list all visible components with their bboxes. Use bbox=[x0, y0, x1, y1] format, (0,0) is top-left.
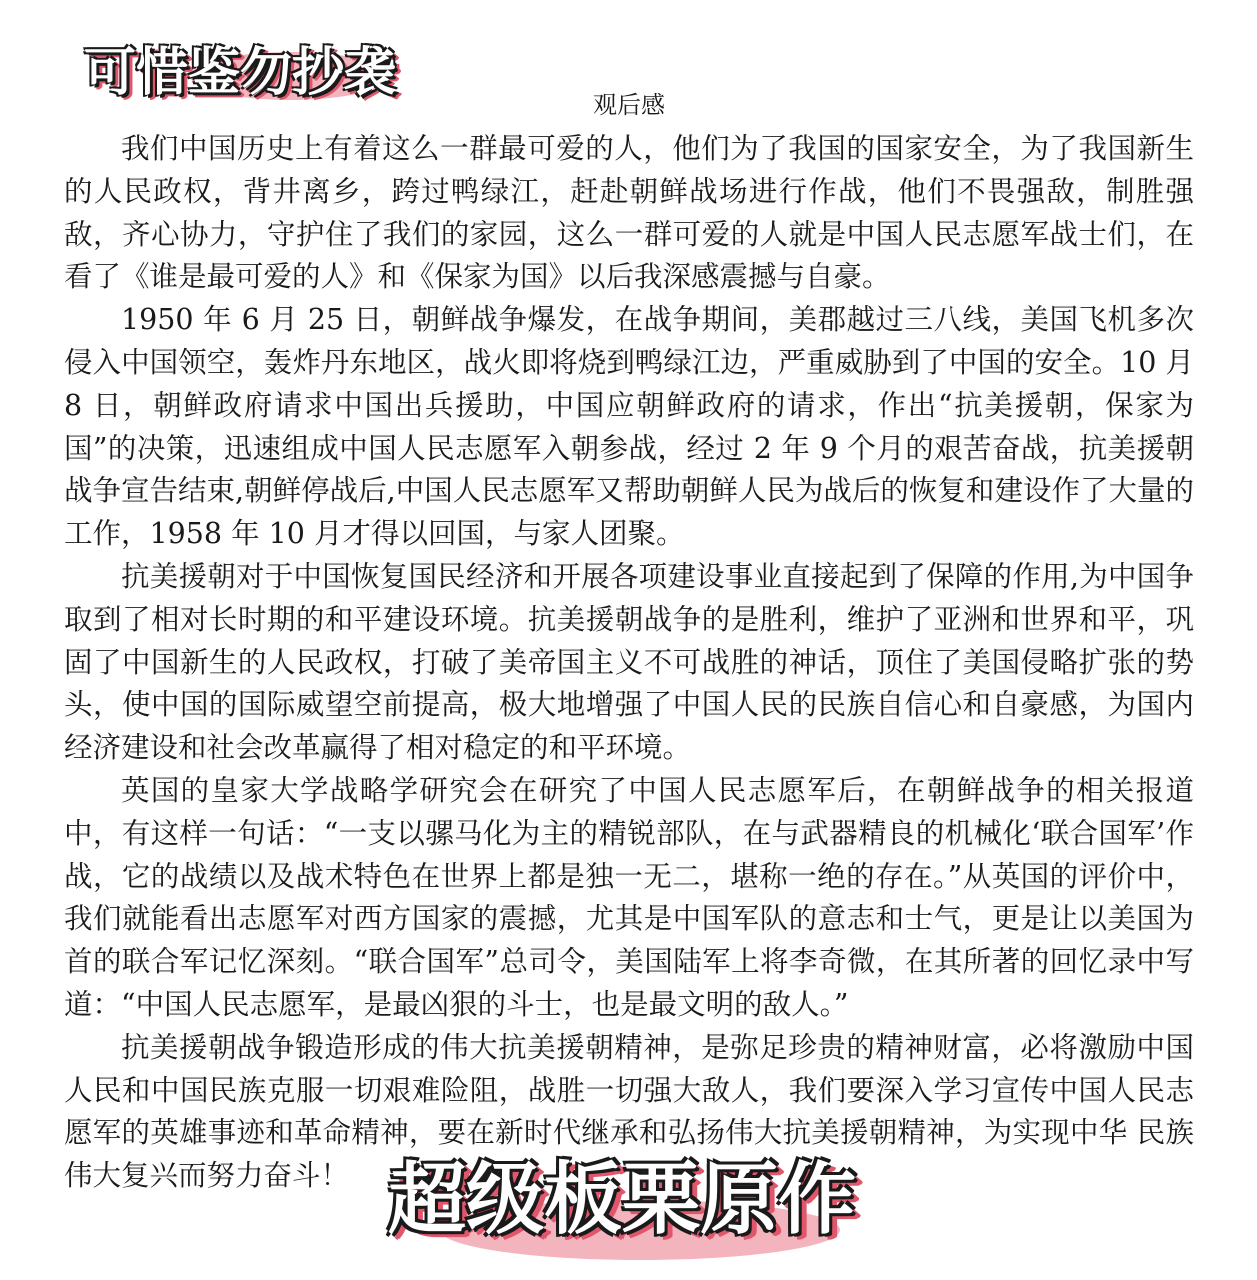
watermark-top: 可惜鉴勿抄袭 bbox=[84, 43, 397, 103]
watermark-bottom: 超级板栗原作 bbox=[388, 1155, 857, 1245]
paragraph-1: 我们中国历史上有着这么一群最可爱的人，他们为了我国的国家安全，为了我国新生的人民政权，背井离乡，跨过鸭绿江，赶赴朝鲜战场进行作战，他们不畏强敌，制胜强敌，齐心协力，守护住了我们的家园，这么一群可爱的人就是中国人民志愿军战士们，在看了《谁是最可爱的人》和《保家为国》以后我深感震撼与自豪。 bbox=[64, 132, 1194, 294]
paragraph-5: 抗美援朝战争锻造形成的伟大抗美援朝精神，是弥足珍贵的精神财富，必将激励中国人民和中国民族克服一切艰难险阻，战胜一切强大敌人，我们要深入学习宣传中国人民志愿军的英雄事迹和革命精神，要在新时代继承和弘扬伟大抗美援朝精神，为实现中华 民族伟大复兴而努力奋斗！ bbox=[64, 1030, 1194, 1193]
document-body bbox=[64, 128, 1194, 1198]
paragraph-4: 英国的皇家大学战略学研究会在研究了中国人民志愿军后，在朝鲜战争的相关报道中，有这样一句话：“一支以骡马化为主的精锐部队，在与武器精良的机械化‘联合国军’作战，它的战绩以及战术特色在世界上都是独一无二，堪称一绝的存在。”从英国的评价中，我们就能看出志愿军对西方国家的震撼，尤其是中国军队的意志和士气，更是让以美国为首的联合军记忆深刻。“联合国军”总司令，美国陆军上将李奇微，在其所著的回忆录中写道：“中国人民志愿军，是最凶狠的斗士，也是最文明的敌人。” bbox=[64, 773, 1194, 1021]
paragraph-2: 1950 年 6 月 25 日，朝鲜战争爆发，在战争期间，美郡越过三八线，美国飞机多次侵入中国领空，轰炸丹东地区，战火即将烧到鸭绿江边，严重威胁到了中国的安全。10 月 8 日，朝鲜政府请求中国出兵援助，中国应朝鲜政府的请求，作出“抗美援朝，保家为国”的决策，迅速组成中国人民志愿军入朝参战，经过 2 年 9 个月的艰苦奋战，抗美援朝战争宣告结束,朝鲜停战后,中国人民志愿军又帮助朝鲜人民为战后的恢复和建设作了大量的工作，1958 年 10 月才得以回国，与家人团聚。 bbox=[64, 303, 1194, 551]
paragraph-3: 抗美援朝对于中国恢复国民经济和开展各项建设事业直接起到了保障的作用,为中国争取到了相对长时期的和平建设环境。抗美援朝战争的是胜利，维护了亚洲和世界和平，巩固了中国新生的人民政权，打破了美帝国主义不可战胜的神话，顶住了美国侵略扩张的势头，使中国的国际威望空前提高，极大地增强了中国人民的民族自信心和自豪感，为国内经济建设和社会改革赢得了相对稳定的和平环境。 bbox=[64, 559, 1194, 765]
document-title: 观后感 bbox=[593, 91, 665, 119]
